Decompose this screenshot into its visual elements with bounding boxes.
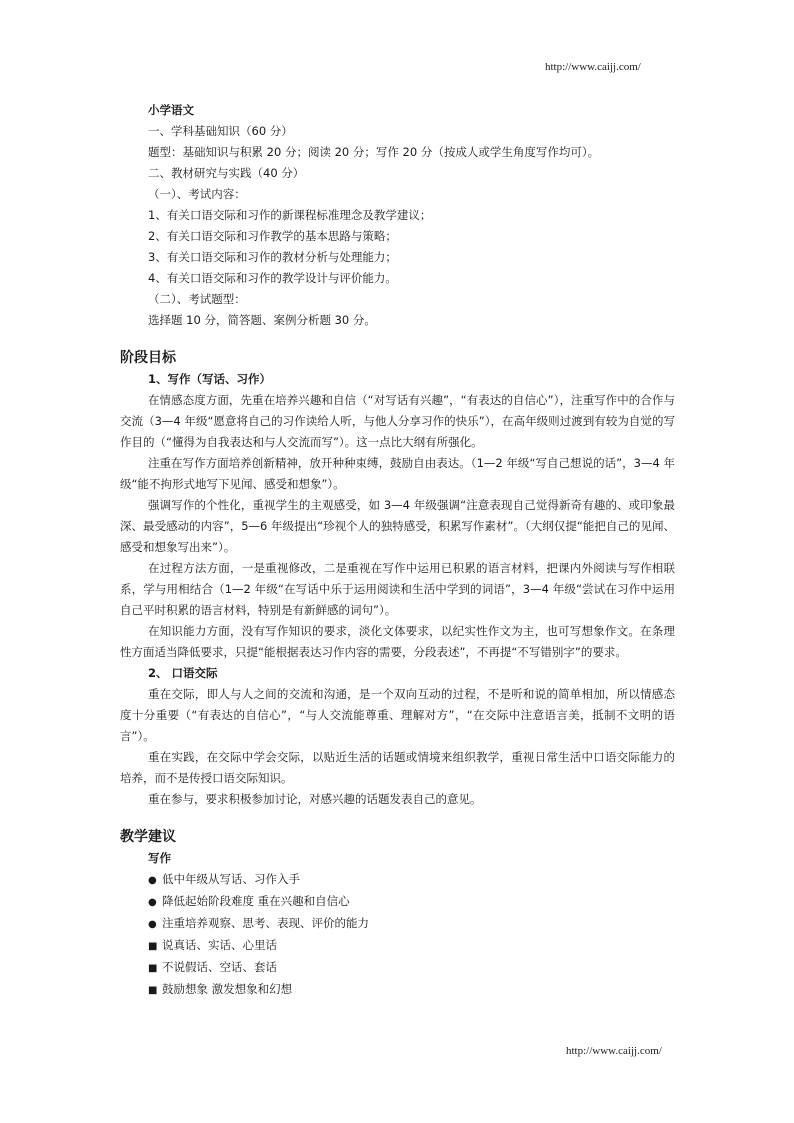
list-item: ■ 鼓励想象 激发想象和幻想 [120, 979, 675, 1001]
paragraph: 重在交际，即人与人之间的交流和沟通，是一个双向互动的过程，不是听和说的简单相加，所以情感态度十分重要（“有表达的自信心”，“与人交流能尊重、理解对方”，“在交际中注意语言美，抵制不文明的语言”）。 [120, 687, 675, 743]
bullet-dot-icon: ● [148, 919, 157, 930]
list-item: ■ 说真话、实话、心里话 [120, 935, 675, 957]
goals-heading: 阶段目标 [120, 350, 176, 366]
list-item: ● 低中年级从写话、习作入手 [120, 869, 675, 891]
paragraph: 在情感态度方面，先重在培养兴趣和自信（“对写话有兴趣”，“有表达的自信心”），注重写作中的合作与交流（3—4 年级“愿意将自己的习作读给人听，与他人分享习作的快乐”），在高年级则过渡到有较为自觉的写作目的（“懂得为自我表达和与人交流而写”）。这一点比大纲有所强化。 [120, 393, 675, 449]
oral-subheading: 2、 口语交际 [148, 666, 218, 680]
paragraph: 重在参与，要求积极参加讨论，对感兴趣的话题发表自己的意见。 [148, 792, 482, 806]
section-title: 小学语文 [148, 103, 194, 117]
suggest-heading: 教学建议 [120, 829, 176, 845]
intro-line: （二）、考试题型： [148, 292, 246, 306]
intro-line: 选择题 10 分，简答题、案例分析题 30 分。 [148, 313, 376, 327]
writing-subheading: 1、写作（写话、习作） [148, 372, 272, 386]
intro-line: 1、有关口语交际和习作的新课程标准理念及教学建议； [148, 208, 432, 222]
bullet-square-icon: ■ [148, 941, 158, 952]
intro-line: 一、学科基础知识（60 分） [148, 124, 293, 138]
list-item: ■ 不说假话、空话、套话 [120, 957, 675, 979]
paragraph: 强调写作的个性化，重视学生的主观感受，如 3—4 年级强调“注意表现自己觉得新奇有趣的、或印象最深、最受感动的内容”，5—6 年级提出“珍视个人的独特感受，积累写作素材”。（大纲仅提“能把自己的见闻、感受和想象写出来”）。 [120, 498, 675, 554]
intro-line: 二、教材研究与实践（40 分） [148, 166, 305, 180]
document-body [120, 100, 675, 1001]
footer-url: http://www.caijj.com/ [566, 1045, 662, 1057]
intro-line: 4、有关口语交际和习作的教学设计与评价能力。 [148, 271, 397, 285]
paragraph: 注重在写作方面培养创新精神，放开种种束缚，鼓励自由表达。（1—2 年级“写自己想说的话”，3—4 年级“能不拘形式地写下见闻、感受和想象”）。 [120, 456, 675, 491]
intro-line: （一）、考试内容： [148, 187, 246, 201]
bullet-dot-icon: ● [148, 875, 157, 886]
header-url: http://www.caijj.com/ [545, 61, 641, 73]
bullet-square-icon: ■ [148, 963, 158, 974]
suggest-subheading: 写作 [148, 851, 171, 865]
paragraph: 在知识能力方面，没有写作知识的要求，淡化文体要求，以纪实性作文为主，也可写想象作文。在条理性方面适当降低要求，只提“能根据表达习作内容的需要，分段表述”，不再提“不写错别字”的要求。 [120, 624, 675, 659]
intro-line: 题型：基础知识与积累 20 分；阅读 20 分；写作 20 分（按成人或学生角度写作均可）。 [148, 145, 600, 159]
bullet-square-icon: ■ [148, 985, 158, 996]
paragraph: 重在实践，在交际中学会交际，以贴近生活的话题或情境来组织教学，重视日常生活中口语交际能力的培养，而不是传授口语交际知识。 [120, 750, 675, 785]
paragraph: 在过程方法方面，一是重视修改，二是重视在写作中运用已积累的语言材料，把课内外阅读与写作相联系，学与用相结合（1—2 年级“在写话中乐于运用阅读和生活中学到的词语”，3—4 年级“尝试在习作中运用自己平时积累的语言材料，特别是有新鲜感的词句”）。 [120, 561, 675, 617]
bullet-dot-icon: ● [148, 897, 157, 908]
intro-line: 3、有关口语交际和习作的教材分析与处理能力； [148, 250, 397, 264]
list-item: ● 注重培养观察、思考、表现、评价的能力 [120, 913, 675, 935]
list-item: ● 降低起始阶段难度 重在兴趣和自信心 [120, 891, 675, 913]
intro-line: 2、有关口语交际和习作教学的基本思路与策略； [148, 229, 397, 243]
